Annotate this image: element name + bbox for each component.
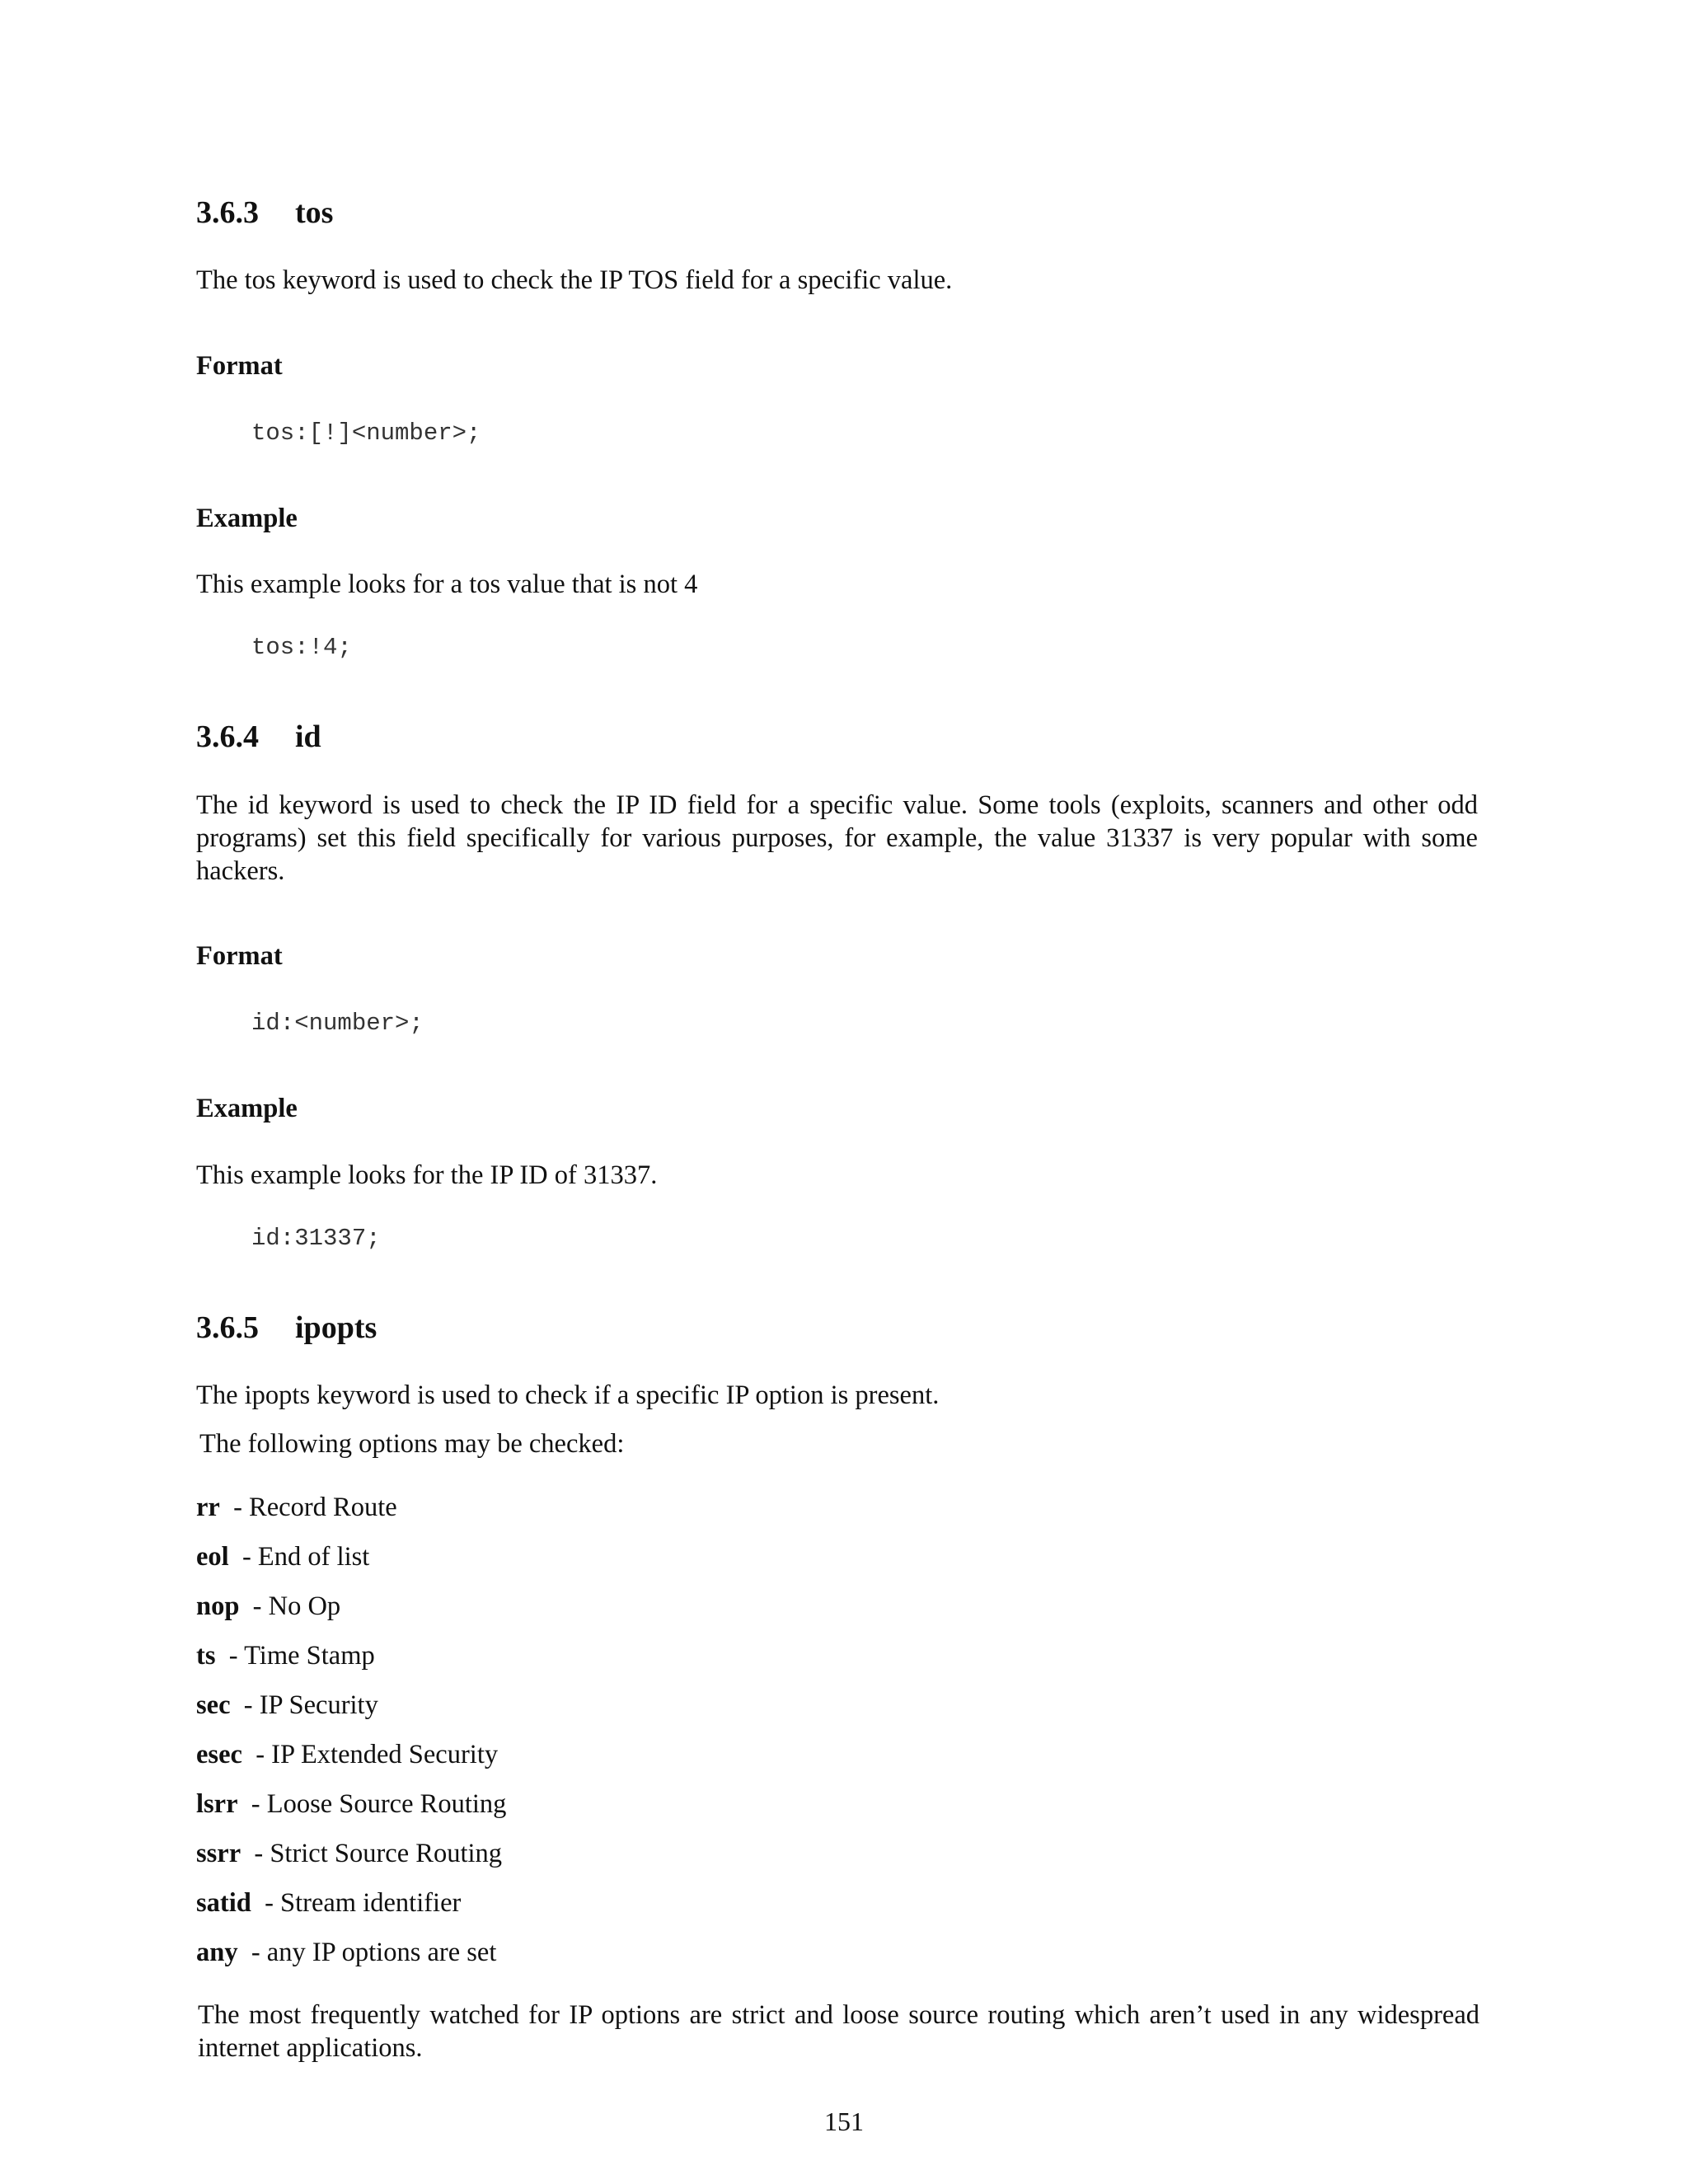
section-title: tos <box>295 195 334 230</box>
option-desc: - IP Extended Security <box>256 1740 499 1769</box>
option-desc: - No Op <box>252 1591 341 1621</box>
tos-example-code: tos:!4; <box>251 634 352 661</box>
ipopts-description: The ipopts keyword is used to check if a specific IP option is present. <box>196 1380 940 1410</box>
section-heading-ipopts <box>196 1310 377 1346</box>
tos-description: The tos keyword is used to check the IP TOS field for a specific value. <box>196 265 953 295</box>
ipopts-options-intro: The following options may be checked: <box>199 1429 625 1459</box>
option-item <box>196 1886 461 1919</box>
option-desc: - IP Security <box>243 1690 378 1720</box>
option-key: any <box>196 1938 238 1967</box>
section-number: 3.6.5 <box>196 1310 259 1345</box>
option-item <box>196 1936 496 1969</box>
tos-example-label: Example <box>196 504 298 533</box>
section-number: 3.6.3 <box>196 195 259 230</box>
option-desc: - Strict Source Routing <box>254 1839 502 1868</box>
ipopts-closing: The most frequently watched for IP options are strict and loose source routing which aren’t used in any widespread internet applications. <box>198 2000 1479 2063</box>
tos-format-label: Format <box>196 351 283 381</box>
section-number: 3.6.4 <box>196 719 259 754</box>
option-key: rr <box>196 1493 220 1522</box>
option-desc: - any IP options are set <box>251 1938 497 1967</box>
option-item <box>196 1738 498 1771</box>
page-number: 151 <box>824 2107 864 2136</box>
option-key: sec <box>196 1690 231 1720</box>
section-title: ipopts <box>295 1310 377 1345</box>
option-key: satid <box>196 1888 251 1918</box>
option-desc: - Record Route <box>233 1493 397 1522</box>
option-desc: - End of list <box>241 1542 370 1572</box>
option-item <box>196 1590 340 1623</box>
id-example-text: This example looks for the IP ID of 31337. <box>196 1160 658 1190</box>
option-key: lsrr <box>196 1789 238 1819</box>
option-item <box>196 1491 397 1524</box>
option-key: esec <box>196 1740 242 1769</box>
option-desc: - Loose Source Routing <box>251 1789 507 1819</box>
option-key: eol <box>196 1542 229 1572</box>
id-description: The id keyword is used to check the IP ID field for a specific value. Some tools (exploits, scanners and other odd programs) set this field specifically for various purposes, for example, the value 31337 is very popular with some hackers. <box>196 790 1478 886</box>
id-example-label: Example <box>196 1094 298 1123</box>
id-format-code: id:<number>; <box>251 1010 424 1037</box>
option-key: ts <box>196 1641 216 1671</box>
tos-example-text: This example looks for a tos value that is not 4 <box>196 569 698 599</box>
option-item <box>196 1788 506 1821</box>
id-format-label: Format <box>196 941 283 971</box>
section-heading-id <box>196 719 321 755</box>
option-desc: - Stream identifier <box>265 1888 462 1918</box>
section-heading-tos <box>196 194 333 231</box>
option-key: nop <box>196 1591 240 1621</box>
option-item <box>196 1689 378 1722</box>
option-item <box>196 1540 369 1573</box>
option-key: ssrr <box>196 1839 241 1868</box>
option-item <box>196 1837 502 1870</box>
section-title: id <box>295 719 321 754</box>
option-item <box>196 1639 375 1672</box>
id-example-code: id:31337; <box>251 1225 381 1252</box>
option-desc: - Time Stamp <box>228 1641 375 1671</box>
tos-format-code: tos:[!]<number>; <box>251 419 481 447</box>
